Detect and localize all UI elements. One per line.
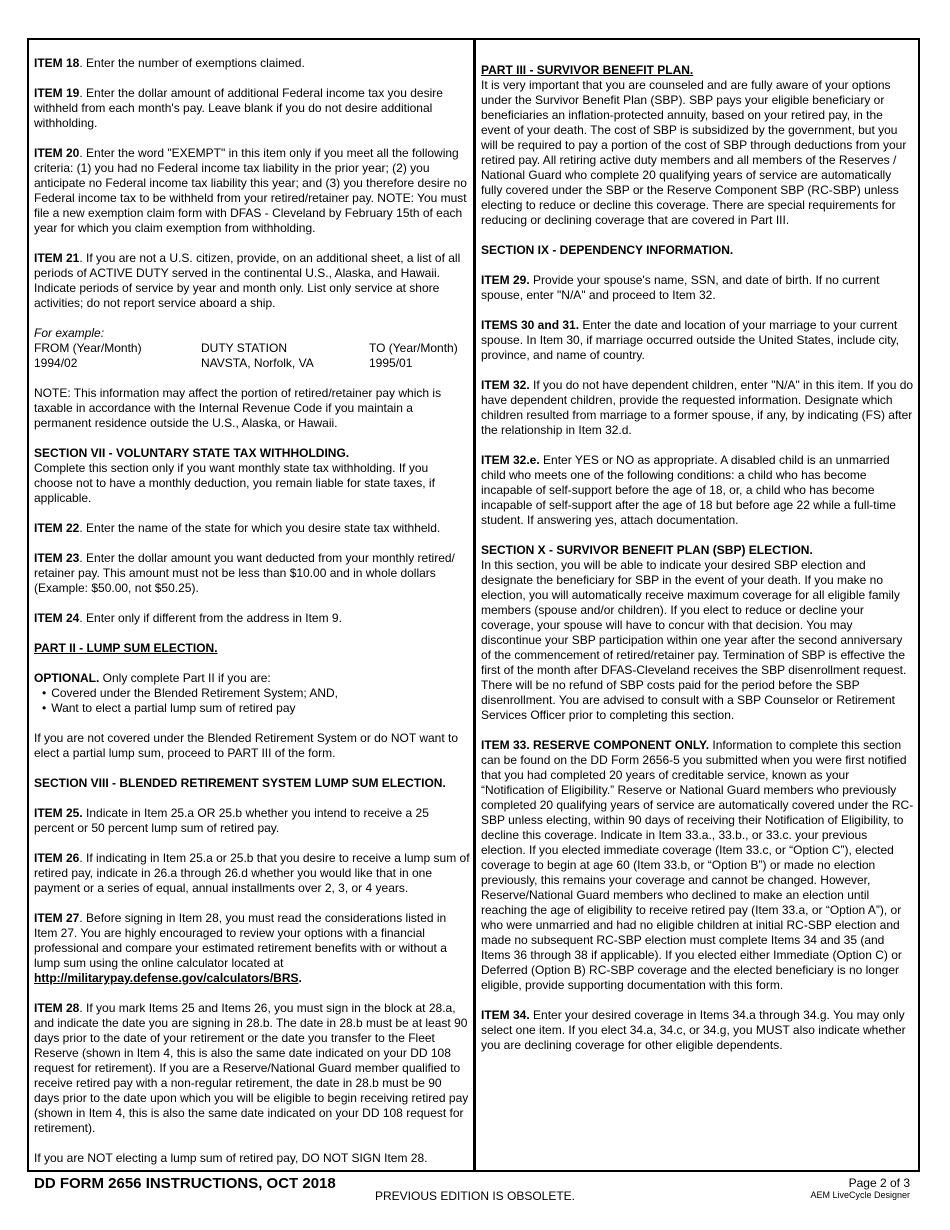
not-covered-note: If you are not covered under the Blended Retirement System or do NOT want to elect a partial lump sum, proceed to PART III of the form. <box>34 731 459 760</box>
left-column <box>34 56 470 1181</box>
item-28: ITEM 28. If you mark Items 25 and Items 26, you must sign in the block at 28.a, and indicate the date you are signing in 28.b. The date in 28.b must be at least 90 days prior to the date of your retirement or the date you transfer to the Fleet Reserve (shown in Item 4, this is also the same date indicated on your DD 108 request for retirement). If you are a Reserve/National Guard member qualified to receive retired pay with a non-regular retirement, the date in 28.b must be 90 days prior to the date upon which you will be eligible to begin receiving retired pay (shown in Item 4, this is also the same date indicated on your DD 108 request for retirement). <box>34 1001 469 1135</box>
example-data-row: 1994/02 NAVSTA, Norfolk, VA 1995/01 <box>34 356 413 370</box>
section-10: SECTION X - SURVIVOR BENEFIT PLAN (SBP) ELECTION. In this section, you will be able to indicate your desired SBP election and designate the beneficiary for SBP in the event of your death. If you make no election, you will automatically receive maximum coverage for all eligible family members (spouse and/or children). If you elect to reduce or decline your coverage, your spouse will have to concur with that decision. You may discontinue your SBP participation within one year after the second anniversary of the commencement of retired/retainer pay. Termination of SBP is effective the first of the month after DFAS-Cleveland receives the SBP disenrollment request. There will be no refund of SBP costs paid for the period before the SBP disenrollment. You are advised to consult with a SBP Counselor or Retirement Services Officer prior to completing this section. <box>481 543 907 722</box>
item-20: ITEM 20. Enter the word "EXEMPT" in this item only if you meet all the following criteria: (1) you had no Federal income tax liability in the prior year; (2) you anticipate no Federal income tax liability this year; and (3) you therefore desire no Federal income tax to be withheld from your retired/retainer pay. NOTE: You must file a new exemption claim form with DFAS - Cleveland by February 15th of each year for which you claim exemption from withholding. <box>34 146 467 235</box>
calculator-link[interactable]: http://militarypay.defense.gov/calculators/BRS <box>34 971 299 985</box>
optional-list <box>34 686 470 716</box>
designer-credit: AEM LiveCycle Designer <box>810 1190 910 1200</box>
part-2-title: PART II - LUMP SUM ELECTION. <box>34 641 218 655</box>
list-item: • Covered under the Blended Retirement System; AND, <box>42 686 470 701</box>
list-item: • Want to elect a partial lump sum of retired pay <box>42 701 470 716</box>
part-3-title: PART III - SURVIVOR BENEFIT PLAN. <box>481 63 694 77</box>
item-18: ITEM 18. Enter the number of exemptions claimed. <box>34 56 305 70</box>
note-retired-pay: NOTE: This information may affect the portion of retired/retainer pay which is taxable in accordance with the Internal Revenue Code if you maintain a permanent residence outside the U.S., Alaska, or Hawaii. <box>34 386 442 430</box>
section-10-title: SECTION X - SURVIVOR BENEFIT PLAN (SBP) ELECTION. <box>481 543 813 557</box>
item-32: ITEM 32. If you do not have dependent children, enter "N/A" in this item. If you do have dependent children, provide the requested information. Designate which children resulted from marriage to a former spouse, if any, by indicating (FS) after the relationship in Item 32.d. <box>481 378 914 437</box>
obsolete-notice: PREVIOUS EDITION IS OBSOLETE. <box>374 1189 576 1203</box>
right-column <box>481 63 915 1068</box>
item-26: ITEM 26. If indicating in Item 25.a or 25.b that you desire to receive a lump sum of retired pay, indicate in 26.a through 26.d whether you would like that in one payment or a series of equal, annual installments over 2, 3, or 4 years. <box>34 851 470 895</box>
section-8-title: SECTION VIII - BLENDED RETIREMENT SYSTEM LUMP SUM ELECTION. <box>34 776 446 790</box>
item-34: ITEM 34. Enter your desired coverage in Items 34.a through 34.g. You may only select one item. If you elect 34.a, 34.c, or 34.g, you MUST also indicate whether you are declining coverage for other eligible dependents. <box>481 1008 906 1052</box>
section-7: SECTION VII - VOLUNTARY STATE TAX WITHHOLDING. Complete this section only if you want monthly state tax withholding. If you choose not to have a monthly deduction, you remain liable for state taxes, if applicable. <box>34 446 435 505</box>
item-22: ITEM 22. Enter the name of the state for which you desire state tax withheld. <box>34 521 441 535</box>
item-25: ITEM 25. Indicate in Item 25.a OR 25.b whether you intend to receive a 25 percent or 50 percent lump sum of retired pay. <box>34 806 429 835</box>
page-number: Page 2 of 3 <box>848 1176 910 1190</box>
example-header-row: FROM (Year/Month) DUTY STATION TO (Year/Month) <box>34 341 458 355</box>
item-27: ITEM 27. Before signing in Item 28, you must read the considerations listed in Item 27. You are highly encouraged to review your options with a financial professional and compare your estimated retirement benefits with or without a lump sum using the online calculator located at http://militarypay.defense.gov/calculators/BRS. <box>34 911 447 985</box>
column-divider <box>473 38 476 1172</box>
item-21: ITEM 21. If you are not a U.S. citizen, provide, on an additional sheet, a list of all periods of ACTIVE DUTY served in the continental U.S., Alaska, and Hawaii. Indicate periods of service by year and month only. List only service at shore activities; do not report service aboard a ship. <box>34 251 461 310</box>
not-electing-note: If you are NOT electing a lump sum of retired pay, DO NOT SIGN Item 28. <box>34 1151 428 1165</box>
item-19: ITEM 19. Enter the dollar amount of additional Federal income tax you desire withheld from each month's pay. Leave blank if you do not desire additional withholding. <box>34 86 443 130</box>
item-29: ITEM 29. Provide your spouse's name, SSN, and date of birth. If no current spouse, enter "N/A" and proceed to Item 32. <box>481 273 880 302</box>
section-7-title: SECTION VII - VOLUNTARY STATE TAX WITHHOLDING. <box>34 446 350 460</box>
form-title: DD FORM 2656 INSTRUCTIONS, OCT 2018 <box>34 1175 336 1192</box>
section-9-title: SECTION IX - DEPENDENCY INFORMATION. <box>481 243 734 257</box>
item-24: ITEM 24. Enter only if different from the address in Item 9. <box>34 611 342 625</box>
example-intro: For example: <box>34 326 105 340</box>
item-32e: ITEM 32.e. Enter YES or NO as appropriate. A disabled child is an unmarried child who meets one of the following conditions: a child who has become incapable of self-support before the age of 18, or, a child who has become incapable of self-support after the age of 18 but before age 22 while a full-time student. If answering yes, attach documentation. <box>481 453 896 527</box>
optional-block: OPTIONAL. Only complete Part II if you are: • Covered under the Blended Retirement System; AND, • Want to elect a partial lump sum of retired pay <box>34 671 470 716</box>
items-30-31: ITEMS 30 and 31. Enter the date and location of your marriage to your current spouse. In Item 30, if marriage occurred outside the United States, include city, province, and name of country. <box>481 318 899 362</box>
part-3-text: It is very important that you are counseled and are fully aware of your options under the Survivor Benefit Plan (SBP). SBP pays your eligible beneficiary or beneficiaries an inflation-protected annuity, based on your retired pay, in the event of your death. The cost of SBP is subsidized by the government, but you will be required to pay a portion of the cost of SBP through deductions from your retired pay. All retiring active duty members and all members of the Reserves / National Guard who complete 20 qualifying years of service are automatically fully covered under the SBP or the Reserve Component SBP (RC-SBP) unless electing to reduce or decline this coverage. There are special requirements for reducing or declining coverage that are covered in Part III. <box>481 78 907 227</box>
item-23: ITEM 23. Enter the dollar amount you want deducted from your monthly retired/ retainer pay. This amount must not be less than $10.00 and in whole dollars (Example: $50.00, not $50.25). <box>34 551 455 595</box>
item-33: ITEM 33. RESERVE COMPONENT ONLY. Information to complete this section can be found on the DD Form 2656-5 you submitted when you were first notified that you had completed 20 years of creditable service, known as your “Notification of Eligibility.” Reserve or National Guard members who previously completed 20 qualifying years of service are automatically covered under the RC-SBP unless electing, within 90 days of receiving their Notification of Eligibility, to decline this coverage. Indicate in Item 33.a., 33.b., or 33.c. your previous election. If you elected immediate coverage (Item 33.c, or “Option C”), elected coverage to begin at age 60 (Item 33.b, or “Option B”) or made no election previously, this remains your coverage and cannot be changed. However, Reserve/National Guard members who declined to make an election until reaching the age of eligibility to receive retired pay (Item 33.a, or “Option A”), or who were unmarried and had no eligible children at initial RC-SBP election and made no subsequent RC-SBP election must complete Items 34 and 35 (and Items 36 through 38 if applicable). If you elected either Immediate (Option C) or Deferred (Option B) RC-SBP coverage and the elected beneficiary is no longer eligible, provide supporting documentation with this form. <box>481 738 914 992</box>
example-table <box>34 326 470 371</box>
